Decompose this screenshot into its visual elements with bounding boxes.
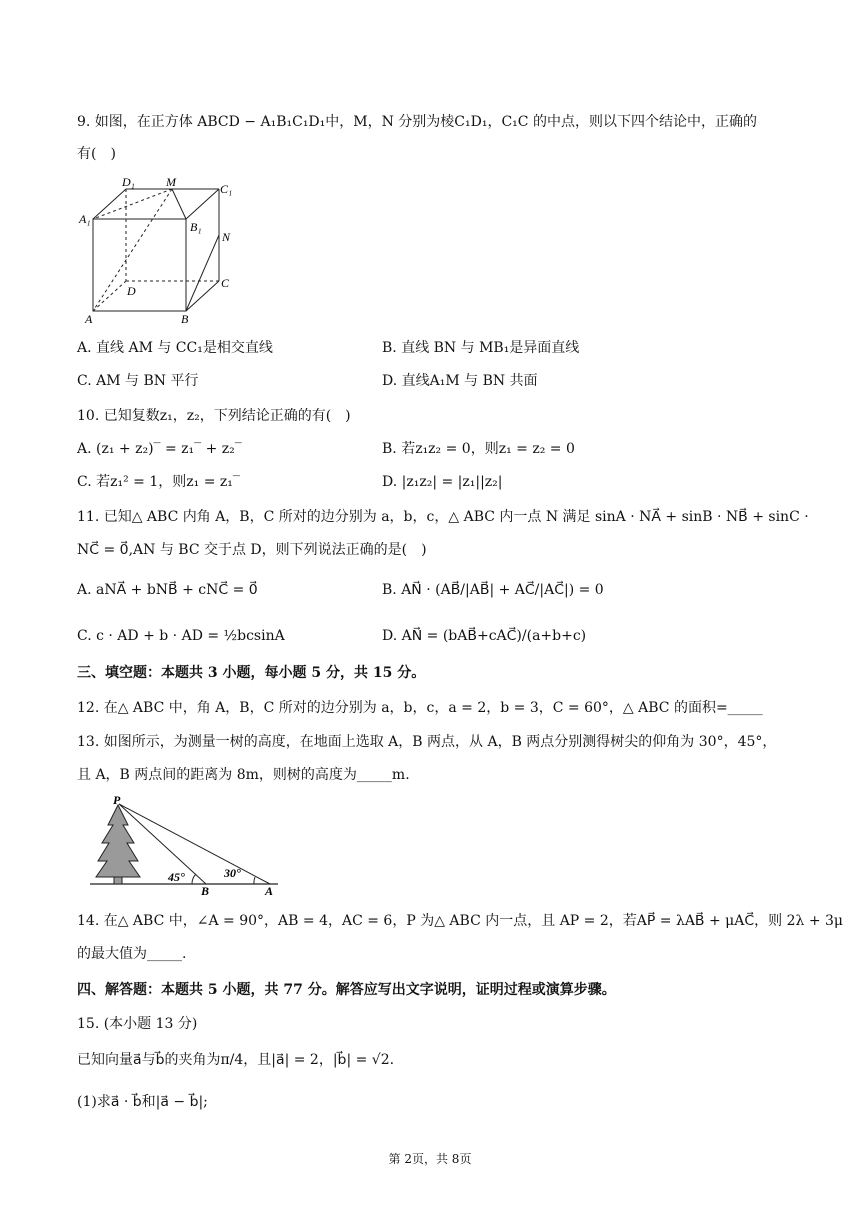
label-N: N <box>222 230 231 244</box>
q15-stem: 已知向量a⃗与b⃗的夹角为π/4，且|a⃗| = 2，|b⃗| = √2. <box>77 1052 395 1068</box>
q14-stem-line1: 14. 在△ ABC 中，∠A = 90°，AB = 4，AC = 6，P 为△ ABC 内一点，且 AP = 2，若AP⃗ = λAB⃗ + μAC⃗，则 2λ + 3μ <box>77 913 844 929</box>
q10-stem: 10. 已知复数z₁，z₂，下列结论正确的有( ) <box>77 408 351 424</box>
q9-option-c: C. AM 与 BN 平行 <box>77 373 199 389</box>
q11-option-c: C. c · AD + b · AD = ½bcsinA <box>77 628 285 644</box>
label-M: M <box>166 175 176 189</box>
section-4-heading: 四、解答题：本题共 5 小题，共 77 分。解答应写出文字说明，证明过程或演算步骤。 <box>77 982 616 998</box>
section-3-heading: 三、填空题：本题共 3 小题，每小题 5 分，共 15 分。 <box>77 665 426 681</box>
label-C: C <box>221 276 230 290</box>
q9-option-b: B. 直线 BN 与 MB₁是异面直线 <box>382 340 580 356</box>
q9-option-d: D. 直线A₁M 与 BN 共面 <box>382 373 538 389</box>
label-B1: B₁ <box>190 220 202 234</box>
label-D1: D₁ <box>122 175 135 189</box>
q10-option-d: D. |z₁z₂| = |z₁||z₂| <box>382 474 503 490</box>
q9-option-a: A. 直线 AM 与 CC₁是相交直线 <box>77 340 273 356</box>
q14-stem-line2: 的最大值为_____. <box>77 946 187 962</box>
q13-stem-line2: 且 A，B 两点间的距离为 8m，则树的高度为_____m. <box>77 767 410 783</box>
q10-option-b: B. 若z₁z₂ = 0，则z₁ = z₂ = 0 <box>382 441 575 457</box>
label-B: B <box>181 312 189 325</box>
label-45: 45° <box>168 870 185 884</box>
label-A-tree: A <box>265 884 274 895</box>
q15-heading: 15. (本小题 13 分) <box>77 1016 198 1032</box>
q15-part1: (1)求a⃗ · b⃗和|a⃗ − b⃗|; <box>77 1094 208 1110</box>
tree-figure <box>88 795 288 895</box>
label-A1: A₁ <box>79 212 91 226</box>
q10-option-a: A. (z₁ + z₂)‾ = z₁‾ + z₂‾ <box>77 441 242 457</box>
q12-stem: 12. 在△ ABC 中，角 A，B，C 所对的边分别为 a，b，c，a = 2，b = 3，C = 60°，△ ABC 的面积=_____ <box>77 700 763 716</box>
label-D: D <box>127 284 136 298</box>
q11-option-a: A. aNA⃗ + bNB⃗ + cNC⃗ = 0⃗ <box>77 582 258 598</box>
q11-option-d: D. AN⃗ = (bAB⃗+cAC⃗)/(a+b+c) <box>382 628 587 644</box>
label-A: A <box>85 312 93 325</box>
label-P: P <box>113 795 121 807</box>
q11-stem-line1: 11. 已知△ ABC 内角 A，B，C 所对的边分别为 a，b，c，△ ABC 内一点 N 满足 sinA · NA⃗ + sinB · NB⃗ + sinC · <box>77 509 809 525</box>
q13-stem-line1: 13. 如图所示，为测量一树的高度，在地面上选取 A，B 两点，从 A，B 两点分别测得树尖的仰角为 30°，45°， <box>77 734 777 750</box>
cube-figure <box>77 175 237 325</box>
q11-stem-line2: NC⃗ = 0⃗,AN 与 BC 交于点 D，则下列说法正确的是( ) <box>77 542 427 558</box>
q9-stem-line2: 有( ) <box>77 146 116 162</box>
label-30: 30° <box>224 866 241 880</box>
label-B-tree: B <box>201 884 210 895</box>
q11-option-b: B. AN⃗ · (AB⃗/|AB⃗| + AC⃗/|AC⃗|) = 0 <box>382 582 604 598</box>
page-footer: 第 2页，共 8页 <box>388 1152 472 1166</box>
label-C1: C₁ <box>220 182 233 196</box>
q9-stem-line1: 9. 如图，在正方体 ABCD − A₁B₁C₁D₁中，M，N 分别为棱C₁D₁，C₁C 的中点，则以下四个结论中，正确的 <box>77 114 757 130</box>
q10-option-c: C. 若z₁² = 1，则z₁ = z₁‾ <box>77 474 240 490</box>
